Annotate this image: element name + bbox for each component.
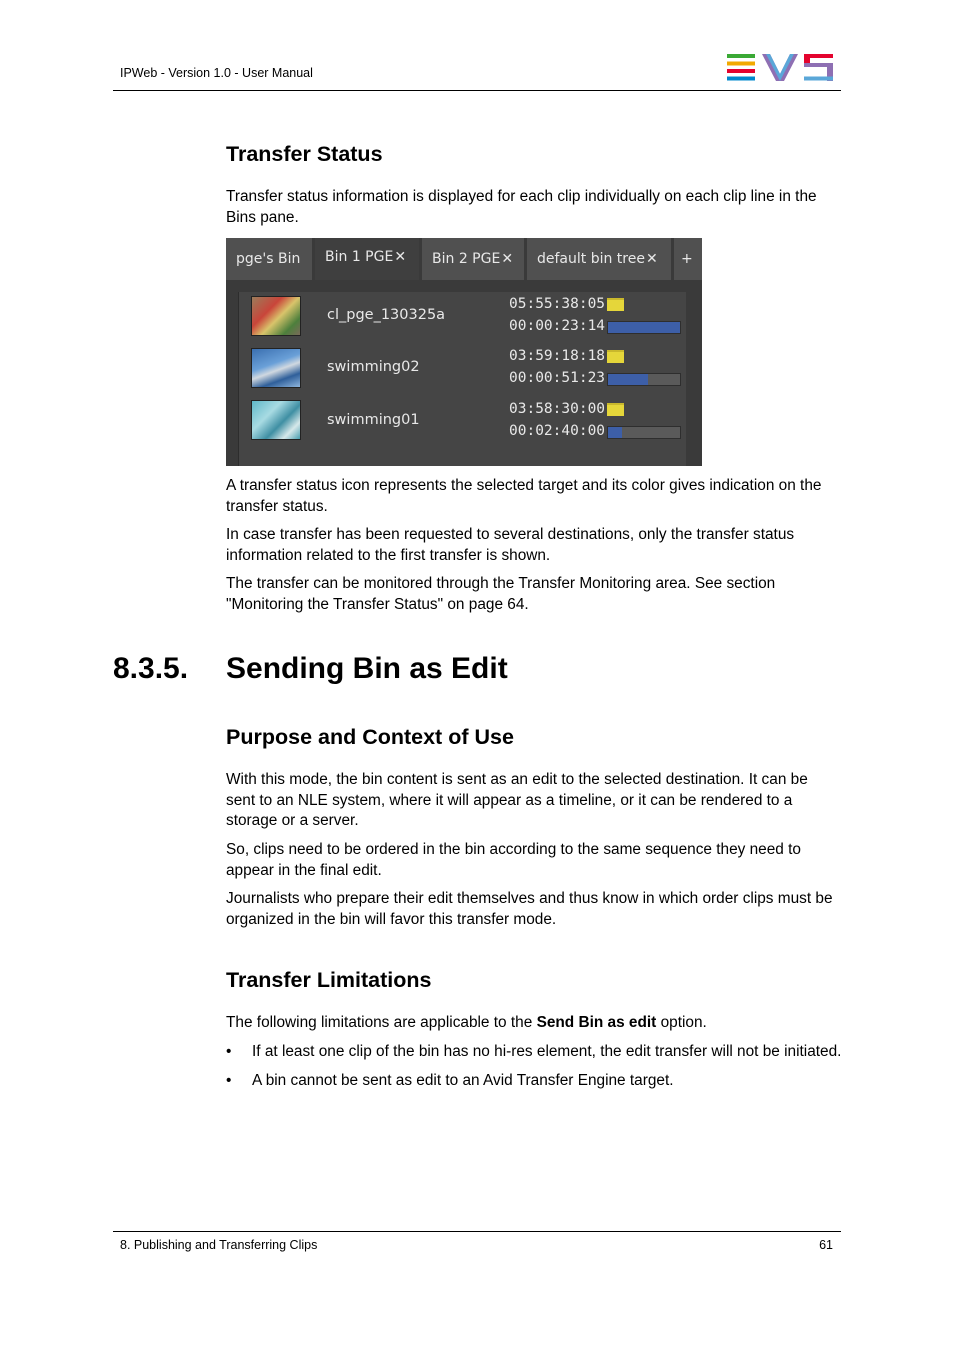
limitation-item: A bin cannot be sent as edit to an Avid Transfer Engine target. — [252, 1072, 674, 1089]
page-number: 61 — [819, 1238, 833, 1252]
section-number: 8.3.5. — [113, 652, 189, 685]
clip-duration: 00:00:23:14 — [509, 318, 606, 334]
bins-pane-screenshot — [226, 238, 702, 466]
clip-duration: 00:02:40:00 — [509, 423, 606, 439]
clip-name[interactable]: cl_pge_130325a — [327, 307, 446, 323]
close-icon[interactable]: ✕ — [394, 249, 407, 265]
tab-bin-2-pge[interactable]: Bin 2 PGE✕ — [422, 238, 524, 280]
bullet-marker: • — [226, 1043, 232, 1060]
several-destinations-paragraph: In case transfer has been requested to several destinations, only the transfer status information related to the first transfer is shown. — [226, 526, 795, 564]
clip-tc-in: 05:55:38:05 — [509, 296, 606, 312]
clip-list — [238, 292, 686, 466]
tab-default-bin-tree[interactable]: default bin tree✕ — [527, 238, 671, 280]
clip-thumbnail[interactable] — [251, 400, 301, 440]
transfer-target-folder-icon — [607, 350, 624, 363]
header-divider — [113, 90, 841, 91]
monitoring-paragraph: The transfer can be monitored through the Transfer Monitoring area. See section "Monitoring the Transfer Status" on page 64. — [226, 575, 776, 613]
close-icon[interactable]: ✕ — [501, 251, 514, 267]
clip-tc-in: 03:59:18:18 — [509, 348, 606, 364]
transfer-progress-bar — [607, 426, 681, 439]
transfer-progress-fill — [608, 427, 622, 438]
clip-thumbnail[interactable] — [251, 296, 301, 336]
clip-duration: 00:00:51:23 — [509, 370, 606, 386]
close-icon[interactable]: ✕ — [645, 251, 658, 267]
transfer-target-folder-icon — [607, 403, 624, 416]
transfer-progress-fill — [608, 322, 680, 333]
limitation-item: If at least one clip of the bin has no hi-res element, the edit transfer will not be initiated. — [252, 1043, 842, 1060]
transfer-status-intro: Transfer status information is displayed for each clip individually on each clip line in the Bins pane. — [226, 188, 817, 226]
section-title: Sending Bin as Edit — [226, 652, 508, 685]
purpose-paragraph-2: So, clips need to be ordered in the bin according to the same sequence they need to appear in the final edit. — [226, 841, 801, 879]
header-title: IPWeb - Version 1.0 - User Manual — [120, 66, 313, 80]
bullet-marker: • — [226, 1072, 232, 1089]
footer-divider — [113, 1231, 841, 1232]
clip-thumbnail[interactable] — [251, 348, 301, 388]
tab-pges-bin[interactable]: pge's Bin — [226, 238, 312, 280]
purpose-heading: Purpose and Context of Use — [226, 725, 514, 749]
purpose-paragraph-1: With this mode, the bin content is sent as an edit to the selected destination. It can be sent to an NLE system, where it will appear as a timeline, or it can be rendered to a storage or a server. — [226, 771, 808, 830]
add-tab-button[interactable] — [674, 238, 702, 280]
transfer-progress-fill — [608, 374, 648, 385]
status-icon-paragraph: A transfer status icon represents the selected target and its color gives indication on the transfer status. — [226, 477, 822, 515]
clip-name[interactable]: swimming02 — [327, 359, 420, 375]
clip-tc-in: 03:58:30:00 — [509, 401, 606, 417]
transfer-progress-bar — [607, 321, 681, 334]
transfer-progress-bar — [607, 373, 681, 386]
transfer-target-folder-icon — [607, 298, 624, 311]
footer-chapter: 8. Publishing and Transferring Clips — [120, 1238, 318, 1252]
tab-bin-1-pge[interactable]: Bin 1 PGE✕ — [315, 238, 419, 280]
evs-logo — [727, 54, 833, 81]
transfer-status-heading: Transfer Status — [226, 142, 383, 166]
plus-icon: + — [681, 251, 693, 267]
limitations-heading: Transfer Limitations — [226, 968, 432, 992]
clip-name[interactable]: swimming01 — [327, 412, 420, 428]
purpose-paragraph-3: Journalists who prepare their edit themselves and thus know in which order clips must be organized in the bin will favor this transfer mode. — [226, 890, 833, 928]
limitations-intro: The following limitations are applicable to the Send Bin as edit option. — [226, 1014, 707, 1031]
